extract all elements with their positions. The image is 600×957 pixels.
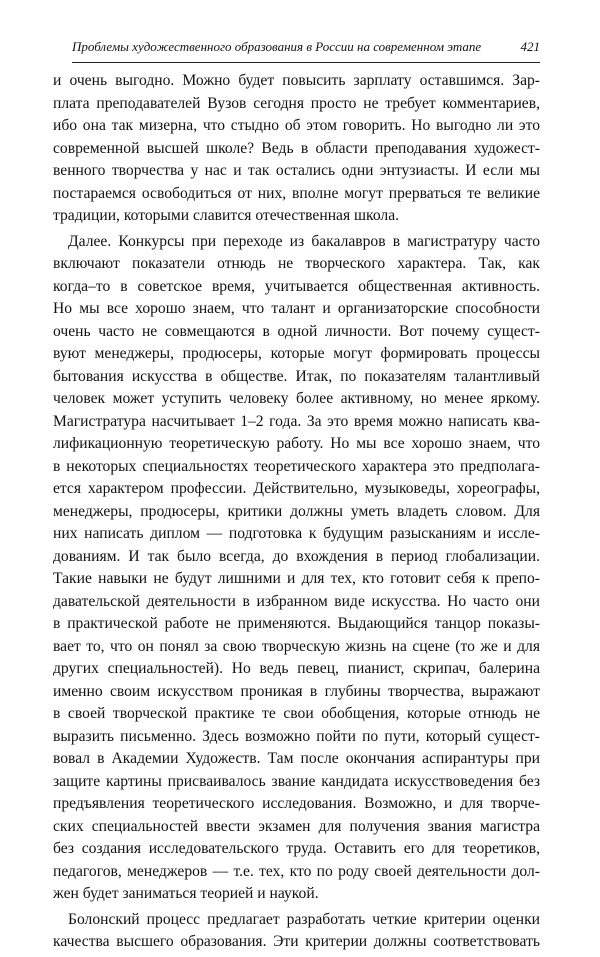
text-line: защите картины присваивалось звание кандидата искусствоведения без <box>53 772 540 790</box>
text-line: лификационную теоретическую работу. Но мы все хорошо знаем, что <box>53 435 540 452</box>
text-line: менеджеры, продюсеры, критики должны уметь владеть словом. Для <box>53 502 540 520</box>
running-header <box>72 38 540 63</box>
text-line: ется характером профессии. Действительно, музыковеды, хореографы, <box>53 480 540 497</box>
text-line: включают показатели отнюдь не творческого характера. Так, как <box>53 255 540 272</box>
text-line: жен будет заниматься теорией и наукой. <box>53 885 319 902</box>
text-line: дованиям. И так было всегда, до вхождения в период глобализации. <box>53 547 540 565</box>
text-line: выразить письменно. Здесь возможно пойти по пути, который сущест- <box>53 727 540 745</box>
text-line: венного творчества у нас и так остались одни энтузиасты. И если мы <box>53 162 540 179</box>
text-line: Далее. Конкурсы при переходе из бакалавров в магистратуру часто <box>68 232 540 250</box>
text-line: других специальностей). Но ведь певец, пианист, скрипач, балерина <box>53 660 540 677</box>
text-line: постараемся освободиться от них, вполне могут прерваться те великие <box>53 184 540 202</box>
text-line: них написать диплом — подготовка к будущим разысканиям и иссле- <box>53 525 540 542</box>
text-line: Такие навыки не будут лишними и для тех, кто готовит себя к препо- <box>53 570 540 587</box>
paragraph-2 <box>53 231 540 906</box>
paragraph-3 <box>53 909 540 954</box>
text-line: очень часто не совмещаются в одной личности. Вот почему сущест- <box>53 322 540 340</box>
text-line: когда–то в советское время, учитывается общественная активность. <box>53 277 540 295</box>
text-line: и очень выгодно. Можно будет повысить зарплату оставшимся. Зар- <box>53 72 540 89</box>
text-line: в некоторых специальностях теоретического характера это предполага- <box>53 457 540 475</box>
text-line: в практической работе не применяются. Выдающийся танцор показы- <box>53 615 540 632</box>
text-line: Болонский процесс предлагает разработать четкие критерии оценки <box>68 910 540 928</box>
text-line: педагогов, менеджеров — т.е. тех, кто по роду своей деятельности дол- <box>53 862 540 880</box>
page-number: 421 <box>520 39 540 54</box>
text-line: в своей творческой практике те свои обобщения, которые отнюдь не <box>53 705 540 722</box>
text-line: давательской деятельности в избранном виде искусства. Но часто они <box>53 592 540 610</box>
text-line: без создания исследовательского труда. Оставить его для теоретиков, <box>53 840 540 857</box>
text-line: предъявления теоретического исследования. Возможно, и для творче- <box>53 795 540 812</box>
text-line: Но мы все хорошо знаем, что талант и организаторские способности <box>53 300 540 317</box>
text-line: бытования искусства в обществе. Итак, по показателям талантливый <box>53 367 540 385</box>
text-line: ских специальностей ввести экзамен для получения звания магистра <box>53 817 540 835</box>
text-line: традиции, которыми славится отечественная школа. <box>53 207 400 224</box>
text-line: человек может уступить человеку более активному, но менее яркому. <box>53 390 540 407</box>
text-line: плата преподавателей Вузов сегодня просто не требует комментариев, <box>53 94 540 112</box>
text-line: качества высшего образования. Эти критерии должны соответствовать <box>53 933 540 950</box>
text-line: вуют менеджеры, продюсеры, которые могут формировать процессы <box>53 345 540 362</box>
text-line: современной высшей школе? Ведь в области преподавания художест- <box>53 139 540 157</box>
text-line: ибо она так мизерна, что стыдно об этом говорить. Но выгодно ли это <box>53 117 540 134</box>
running-header-title: Проблемы художественного образования в России на современном этапе <box>72 39 482 54</box>
text-line: Магистратура насчитывает 1–2 года. За это время можно написать ква- <box>53 412 540 430</box>
paragraph-1 <box>53 70 540 228</box>
text-line: именно своим искусством проникая в глубины творчества, выражают <box>53 682 540 700</box>
body-text <box>53 70 540 957</box>
text-line: вает то, что он понял за свою творческую жизнь на сцене (то же и для <box>53 637 540 655</box>
text-line: вовал в Академии Художеств. Там после окончания аспирантуры при <box>53 750 540 767</box>
